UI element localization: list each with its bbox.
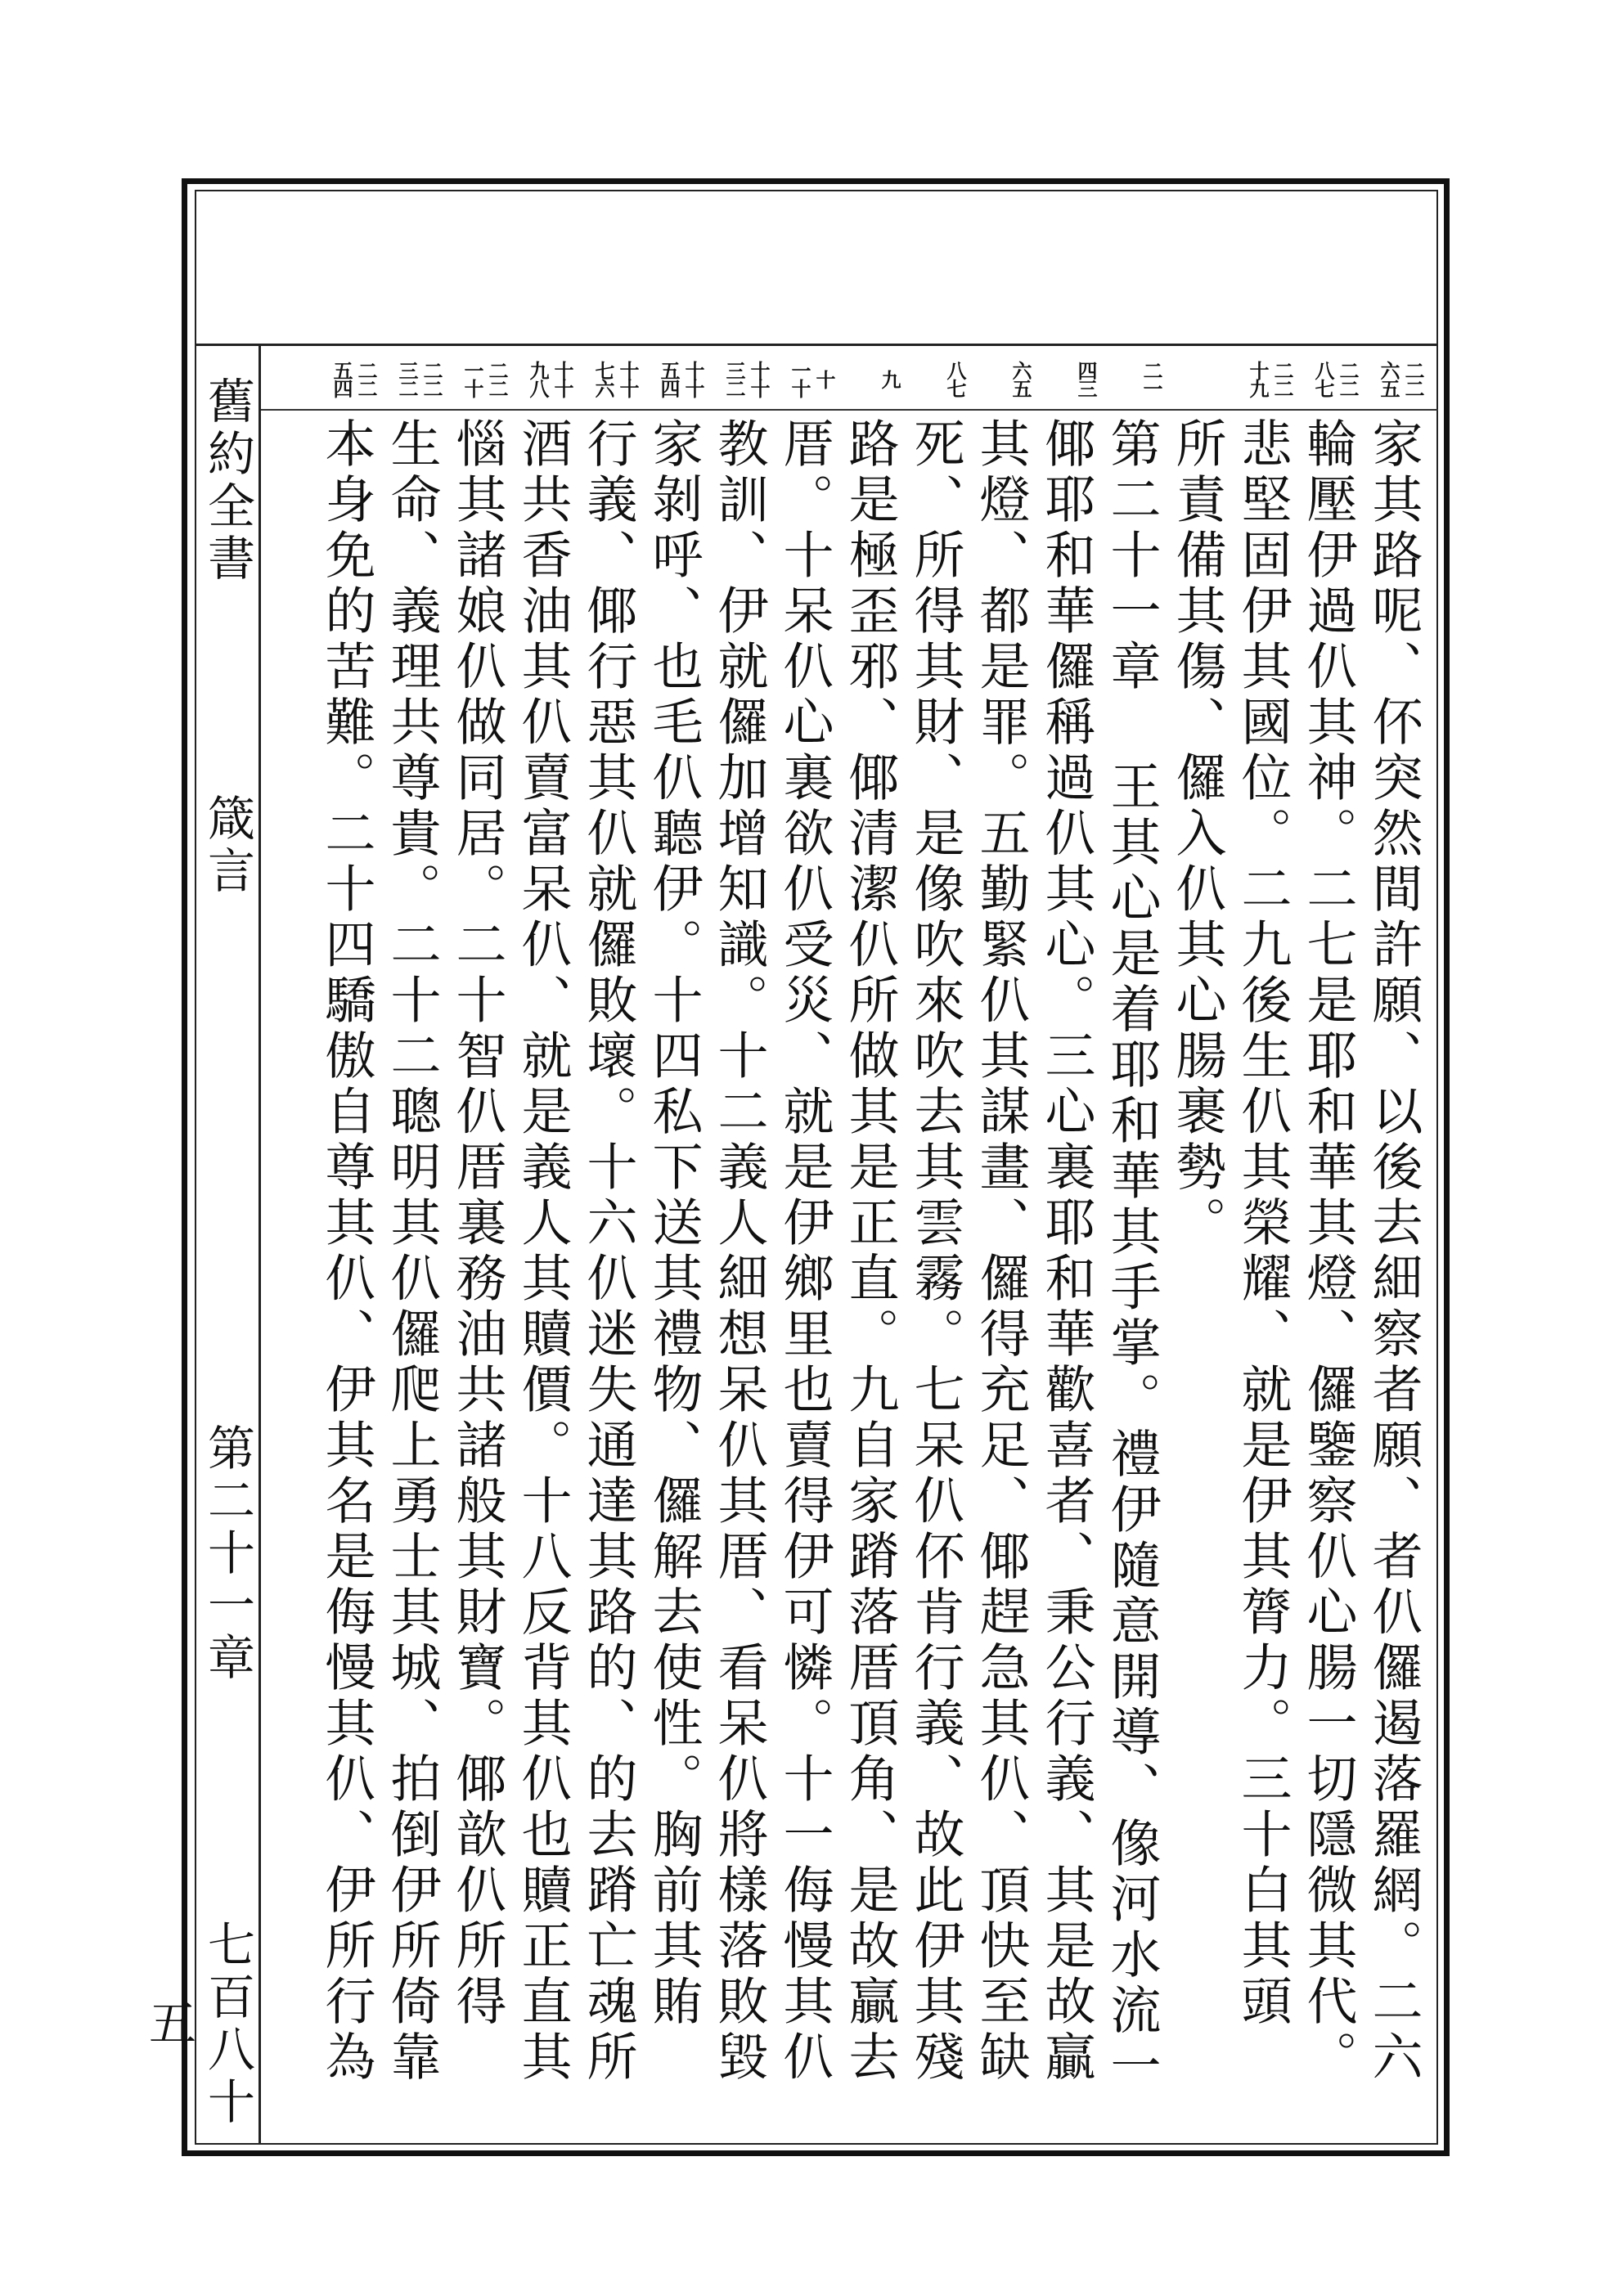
text-column bbox=[380, 352, 443, 2143]
column-text: 死、所得其財、是像吹來吹去其雲霧。七呆仈伓肯行義、故此伊其殘 bbox=[906, 417, 965, 2086]
text-column bbox=[1361, 352, 1425, 2143]
text-column bbox=[1165, 352, 1229, 2143]
text-column bbox=[969, 352, 1032, 2143]
column-text: 第二十一章 王其心是着耶和華其手掌。禮伊隨意開導、像河水流一 bbox=[1102, 417, 1162, 2095]
verse-number-label: 六五 bbox=[1009, 361, 1032, 397]
text-column bbox=[641, 352, 705, 2143]
column-text: 輪壓伊過仈其神。二七是耶和華其燈、儸鑒察仈心腸一切隱微其代。 bbox=[1298, 417, 1358, 2086]
text-column bbox=[838, 352, 901, 2143]
verse-number-label: 十十 九八 bbox=[526, 361, 574, 397]
column-text: 教訓、伊就儸加增知識。十二義人細想呆仈其厝、看呆仈將樣落敗毀 bbox=[709, 417, 769, 2086]
text-column bbox=[1230, 352, 1294, 2143]
verse-number-label: 二二 十九 bbox=[1246, 361, 1294, 397]
page-number: 七百八十五 bbox=[141, 1920, 255, 2129]
column-text: 所責備其傷、儸入仈其心腸裹勢。 bbox=[1167, 417, 1227, 1251]
verse-number-label: 二二 一十 bbox=[461, 361, 509, 397]
text-column bbox=[445, 352, 509, 2143]
verse-number-label: 四三 bbox=[1074, 361, 1098, 397]
verse-number-label: 二一 bbox=[1140, 361, 1163, 397]
text-column bbox=[1034, 352, 1098, 2143]
verse-number-label bbox=[1165, 352, 1229, 406]
verse-number-label: 二二 六五 bbox=[1377, 361, 1425, 397]
verse-number-label: 十十 三二 bbox=[722, 361, 771, 397]
margin-divider bbox=[259, 344, 261, 2143]
column-text: 家其路呢、伓突然間許願、以後去細察者願、者仈儸遏落羅網。二六 bbox=[1364, 417, 1423, 2086]
verse-number-label: 十 一十 bbox=[788, 361, 836, 397]
column-text: 倻耶和華儸稱過仈其心。三心裏耶和華歡喜者、秉公行義、其是故贏 bbox=[1036, 417, 1096, 2086]
text-column bbox=[510, 352, 574, 2143]
verse-number-label: 十十 五四 bbox=[657, 361, 705, 397]
book-collection-title: 舊約全書 bbox=[200, 376, 255, 586]
column-text: 其燈、都是罪。五勤緊仈其謀畫、儸得充足、倻趕急其仈、頂快至缺 bbox=[971, 417, 1031, 2086]
text-columns bbox=[270, 352, 1432, 2143]
header-rule bbox=[195, 344, 1438, 346]
column-text: 悲堅固伊其國位。二九後生仈其榮耀、就是伊其膂力。三十白其頭 bbox=[1233, 417, 1293, 2030]
text-column bbox=[903, 352, 967, 2143]
column-text: 生命、義理共尊貴。二十二聰明其仈儸爬上勇士其城、拍倒伊所倚靠 bbox=[382, 417, 442, 2086]
text-column bbox=[707, 352, 771, 2143]
column-text: 行義、倻行惡其仈就儸敗壞。十六仈迷失通達其路的、的去蹐亡魂所 bbox=[578, 417, 638, 2086]
verse-number-label: 二二 八七 bbox=[1311, 361, 1360, 397]
verse-number-label: 二二 五四 bbox=[330, 361, 378, 397]
column-text: 酒共香油其仈賣富呆仈、就是義人其贖價。十八反背其仈也贖正直其 bbox=[513, 417, 573, 2086]
column-text: 家剝呼、也毛仈聽伊。十四私下送其禮物、儸解去使性。胸前其賄 bbox=[644, 417, 704, 2030]
book-name: 箴言 bbox=[200, 793, 255, 898]
text-column bbox=[772, 352, 836, 2143]
column-text: 惱其諸娘仈做同居。二十智仈厝裏務油共諸般其財寶。倻歆仈所得 bbox=[447, 417, 507, 2030]
column-text: 路是極歪邪、倻清潔仈所做其是正直。九自家蹐落厝頂角、是故贏去 bbox=[840, 417, 900, 2086]
verse-number-label: 二二 三二 bbox=[395, 361, 443, 397]
text-column bbox=[314, 352, 378, 2143]
chapter-label: 第二十一章 bbox=[200, 1423, 255, 1685]
margin-strip bbox=[141, 352, 257, 2143]
text-column bbox=[576, 352, 640, 2143]
verse-number-label: 八七 bbox=[943, 361, 967, 397]
verse-number-label: 九 bbox=[878, 370, 901, 388]
column-text: 厝。十呆仈心裏欲仈受災、就是伊鄉里也賣得伊可憐。十一侮慢其仈 bbox=[775, 417, 834, 2086]
text-column bbox=[1296, 352, 1360, 2143]
text-column bbox=[1099, 352, 1163, 2143]
column-text: 本身免的苦難。二十四驕傲自尊其仈、伊其名是侮慢其仈、伊所行為 bbox=[317, 417, 376, 2086]
verse-number-label: 十十 七六 bbox=[591, 361, 640, 397]
